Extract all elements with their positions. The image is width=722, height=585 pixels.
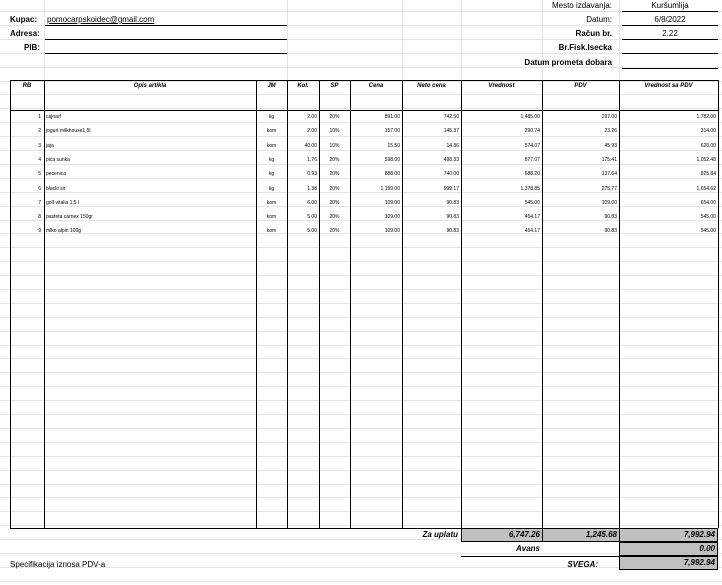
svega-label: SVEGA: [567,560,598,569]
table-cell-r7-c8[interactable]: 109.00 [601,200,617,206]
table-cell-r8-c7[interactable]: 454.17 [524,214,540,220]
table-cell-r1-c4[interactable]: 20% [329,114,340,120]
fiskalni-isecak-label: Br.Fisk.Isecka [558,43,612,52]
mesto-izdavanja-label: Mesto izdavanja: [551,1,612,10]
table-cell-r8-c3[interactable]: 5.00 [307,214,317,220]
table-cell-r9-c4[interactable]: 20% [329,228,340,234]
table-cell-r5-c7[interactable]: 688.20 [524,171,540,177]
table-cell-r9-c6[interactable]: 90.83 [446,228,459,234]
table-cell-r7-c6[interactable]: 90.83 [446,200,459,206]
kupac-label: Kupac: [10,15,38,24]
table-cell-r1-c6[interactable]: 742.50 [443,114,459,120]
table-cell-r2-c8[interactable]: 23.26 [604,128,617,134]
table-cell-r2-c2[interactable]: kom [266,128,277,134]
avans-label: Avans [515,544,540,553]
table-cell-r4-c9[interactable]: 1,052.48 [696,157,716,163]
table-cell-r1-c1[interactable]: cajnarf [46,114,62,120]
table-cell-r4-c2[interactable]: kg [268,157,275,163]
table-cell-r2-c7[interactable]: 290.74 [524,128,540,134]
column-header-8: PDV [574,83,587,89]
sa-pdv-total: 7,992.94 [683,530,715,539]
table-cell-r4-c8[interactable]: 175.41 [601,157,617,163]
table-cell-r8-c2[interactable]: kom [266,214,277,220]
table-cell-r5-c8[interactable]: 137.64 [601,171,617,177]
table-cell-r9-c2[interactable]: kom [266,228,277,234]
table-cell-r1-c3[interactable]: 2.00 [307,114,317,120]
table-cell-r6-c8[interactable]: 275.77 [601,186,617,192]
table-cell-r4-c0[interactable]: 4 [38,157,41,163]
mesto-izdavanja-value[interactable]: Kuršumlija [651,1,689,10]
table-cell-r7-c2[interactable]: kom [266,200,277,206]
table-cell-r4-c7[interactable]: 877.07 [524,157,540,163]
za-uplatu-label: Za uplatu [422,530,458,539]
adresa-label: Adresa: [10,29,40,38]
table-cell-r2-c0[interactable]: 2 [38,128,41,134]
column-header-5: Cena [368,83,384,89]
table-cell-r3-c9[interactable]: 620.00 [700,143,716,149]
table-cell-r9-c0[interactable]: 9 [38,228,41,234]
table-cell-r3-c6[interactable]: 14.36 [446,143,459,149]
column-header-1: Opis artikla [133,83,167,89]
table-cell-r5-c5[interactable]: 888.00 [384,171,400,177]
table-cell-r7-c0[interactable]: 7 [38,200,41,206]
table-cell-r7-c3[interactable]: 6.00 [307,200,317,206]
column-header-9: Vrednost sa PDV [644,83,693,89]
table-cell-r9-c8[interactable]: 90.83 [604,228,617,234]
table-cell-r8-c4[interactable]: 20% [329,214,340,220]
table-cell-r3-c1[interactable]: jaja [46,143,54,149]
column-header-4: SP [330,83,339,89]
table-cell-r2-c6[interactable]: 145.37 [443,128,459,134]
table-cell-r4-c4[interactable]: 20% [329,157,340,163]
specifikacija-pdv-label: Specifikacija iznosa PDV-a [10,560,106,569]
table-cell-r9-c1[interactable]: mlko alpin 100g [46,228,82,234]
pdv-total: 1,245.68 [585,530,617,539]
table-cell-r3-c8[interactable]: 45.93 [604,143,617,149]
table-cell-r5-c9[interactable]: 825.84 [700,171,716,177]
kupac-value[interactable]: pomocarpskoidec@gmail.com [47,15,155,24]
table-cell-r6-c5[interactable]: 1,199.00 [380,186,400,192]
table-cell-r9-c7[interactable]: 454.17 [524,228,540,234]
table-cell-r6-c7[interactable]: 1,378.85 [520,186,540,192]
datum-prometa-label: Datum prometa dobara [524,58,612,67]
column-header-2: JM [267,83,276,89]
pib-label: PIB: [24,43,40,52]
table-cell-r3-c4[interactable]: 10% [329,143,340,149]
table-cell-r7-c4[interactable]: 20% [329,200,340,206]
svega-value: 7,992.94 [683,558,715,567]
table-cell-r2-c9[interactable]: 314.00 [700,128,716,134]
table-cell-r8-c5[interactable]: 109.00 [384,214,400,220]
table-cell-r2-c5[interactable]: 157.00 [384,128,400,134]
table-cell-r3-c5[interactable]: 15.50 [387,143,400,149]
table-cell-r1-c5[interactable]: 891.00 [384,114,400,120]
table-cell-r5-c6[interactable]: 740.00 [443,171,459,177]
racun-label: Račun br. [575,29,612,38]
table-cell-r1-c2[interactable]: kg [268,114,275,120]
table-cell-r6-c6[interactable]: 999.17 [443,186,459,192]
table-cell-r3-c2[interactable]: kom [266,143,277,149]
table-cell-r7-c7[interactable]: 545.00 [524,200,540,206]
table-cell-r8-c1[interactable]: pasteta carnex 150gr [46,214,93,220]
column-header-7: Vrednost [488,83,515,89]
table-cell-r6-c9[interactable]: 1,654.62 [696,186,716,192]
table-cell-r1-c8[interactable]: 297.00 [601,114,617,120]
racun-value[interactable]: 2.22 [662,29,678,38]
table-cell-r6-c0[interactable]: 6 [38,186,41,192]
table-cell-r8-c9[interactable]: 545.00 [700,214,716,220]
table-cell-r5-c4[interactable]: 20% [329,171,340,177]
table-cell-r8-c8[interactable]: 90.83 [604,214,617,220]
table-cell-r4-c3[interactable]: 1.76 [307,157,317,163]
table-cell-r9-c5[interactable]: 109.00 [384,228,400,234]
table-cell-r6-c2[interactable]: kg [268,186,275,192]
table-cell-r9-c3[interactable]: 5.00 [307,228,317,234]
table-cell-r8-c6[interactable]: 90.83 [446,214,459,220]
table-cell-r8-c0[interactable]: 8 [38,214,41,220]
table-cell-r9-c9[interactable]: 545.00 [700,228,716,234]
table-cell-r2-c1[interactable]: jogurt milkhouse1,5l [46,128,91,134]
table-cell-r7-c5[interactable]: 109.00 [384,200,400,206]
table-cell-r1-c7[interactable]: 1,485.00 [520,114,540,120]
vrednost-total: 6,747.26 [508,530,540,539]
table-cell-r1-c9[interactable]: 1,782.00 [696,114,716,120]
table-cell-r3-c0[interactable]: 3 [38,143,41,149]
datum-value[interactable]: 6/8/2022 [654,15,686,24]
table-cell-r6-c3[interactable]: 1.38 [307,186,317,192]
table-cell-r4-c6[interactable]: 498.33 [443,157,459,163]
table-cell-r4-c1[interactable]: pica sunka [46,157,70,163]
table-cell-r6-c1[interactable]: blacki sir [46,186,66,192]
table-cell-r7-c1[interactable]: golf vitalia 1,5 l [46,200,80,206]
table-cell-r5-c0[interactable]: 5 [38,171,41,177]
table-cell-r3-c3[interactable]: 40.00 [304,143,317,149]
table-cell-r1-c0[interactable]: 1 [38,114,41,120]
table-cell-r4-c5[interactable]: 598.00 [384,157,400,163]
table-cell-r3-c7[interactable]: 574.07 [524,143,540,149]
column-header-0: RB [22,83,32,89]
avans-value: 0.00 [699,544,715,553]
table-cell-r5-c1[interactable]: pecenica [46,171,67,177]
datum-label: Datum: [586,15,612,24]
table-cell-r2-c4[interactable]: 10% [329,128,340,134]
table-cell-r5-c3[interactable]: 0.93 [307,171,317,177]
table-cell-r7-c9[interactable]: 654.00 [700,200,716,206]
column-header-3: Kol. [297,83,309,89]
column-header-6: Neto cena [417,83,446,89]
table-cell-r2-c3[interactable]: 2.00 [307,128,317,134]
table-cell-r5-c2[interactable]: kg [268,171,275,177]
table-cell-r6-c4[interactable]: 20% [329,186,340,192]
